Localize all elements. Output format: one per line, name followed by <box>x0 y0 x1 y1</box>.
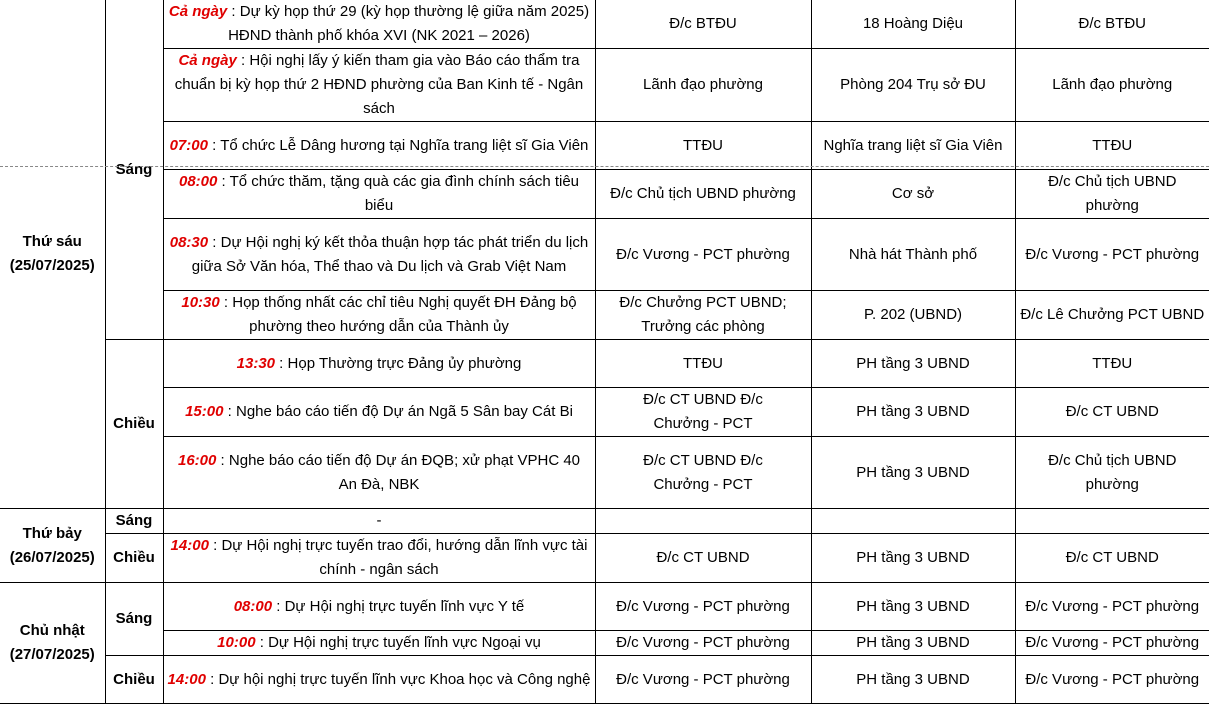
attendee-cell: Đ/c Chủ tịch UBND phường <box>1015 170 1209 219</box>
event-time: 14:00 <box>170 537 209 554</box>
session-cell: Sáng <box>105 583 163 656</box>
attendee-cell: Đ/c BTĐU <box>1015 0 1209 49</box>
event-content: 14:00 : Dự hội nghị trực tuyến lĩnh vực Khoa học và Công nghệ <box>163 656 595 704</box>
day-cell: Chủ nhật (27/07/2025) <box>0 583 105 704</box>
event-content: 13:30 : Họp Thường trực Đảng ủy phường <box>163 340 595 388</box>
location-cell: PH tầng 3 UBND <box>811 437 1015 509</box>
table-row <box>0 170 1209 219</box>
attendee-cell: Đ/c Vương - PCT phường <box>1015 631 1209 656</box>
attendee-cell: Đ/c Chủ tịch UBND phường <box>1015 437 1209 509</box>
chair-cell: Đ/c Vương - PCT phường <box>595 656 811 704</box>
location-cell: PH tầng 3 UBND <box>811 388 1015 437</box>
chair-cell: Đ/c Vương - PCT phường <box>595 583 811 631</box>
table-row <box>0 631 1209 656</box>
event-time: 07:00 <box>169 136 208 154</box>
event-time: 08:00 <box>178 173 218 190</box>
event-content: - <box>163 509 595 534</box>
table-row <box>0 219 1209 291</box>
event-time: 10:00 <box>217 634 256 651</box>
attendee-cell: Đ/c Vương - PCT phường <box>1015 219 1209 291</box>
session-cell: Sáng <box>105 0 163 340</box>
chair-cell: Đ/c CT UBND Đ/c Chưởng - PCT <box>595 388 811 437</box>
event-time: Cả ngày <box>178 52 237 69</box>
session-cell: Chiều <box>105 340 163 509</box>
table-row <box>0 388 1209 437</box>
table-row <box>0 534 1209 583</box>
location-cell: Nhà hát Thành phố <box>811 219 1015 291</box>
event-time: 08:00 <box>233 597 273 615</box>
day-cell: Thứ bảy (26/07/2025) <box>0 509 105 583</box>
location-cell: Phòng 204 Trụ sở ĐU <box>811 49 1015 122</box>
location-cell: P. 202 (UBND) <box>811 291 1015 340</box>
event-time: Cả ngày <box>168 3 228 20</box>
event-time: 08:30 <box>169 233 209 251</box>
attendee-cell: Đ/c Vương - PCT phường <box>1015 656 1209 704</box>
event-content: 10:30 : Họp thống nhất các chỉ tiêu Nghị quyết ĐH Đảng bộ phường theo hướng dẫn của Thành ủy <box>163 291 595 340</box>
chair-cell: Đ/c Vương - PCT phường <box>595 219 811 291</box>
table-row <box>0 656 1209 704</box>
table-row <box>0 291 1209 340</box>
day-cell: Thứ sáu (25/07/2025) <box>0 0 105 509</box>
chair-cell: Đ/c CT UBND Đ/c Chưởng - PCT <box>595 437 811 509</box>
chair-cell: TTĐU <box>595 122 811 170</box>
session-cell: Sáng <box>105 509 163 534</box>
chair-cell: Đ/c Chủ tịch UBND phường <box>595 170 811 219</box>
event-content: Cả ngày : Dự kỳ họp thứ 29 (kỳ họp thường lệ giữa năm 2025) HĐND thành phố khóa XVI (NK 2021 – 2026) <box>163 0 595 49</box>
chair-cell: Đ/c Chưởng PCT UBND; Trưởng các phòng <box>595 291 811 340</box>
table-row <box>0 340 1209 388</box>
table-row <box>0 509 1209 534</box>
attendee-cell: TTĐU <box>1015 122 1209 170</box>
table-row <box>0 0 1209 49</box>
location-cell: Nghĩa trang liệt sĩ Gia Viên <box>811 122 1015 170</box>
event-content: 08:00 : Dự Hội nghị trực tuyến lĩnh vực Y tế <box>163 583 595 631</box>
chair-cell: TTĐU <box>595 340 811 388</box>
location-cell: PH tầng 3 UBND <box>811 583 1015 631</box>
attendee-cell: Đ/c CT UBND <box>1015 388 1209 437</box>
location-cell: PH tầng 3 UBND <box>811 631 1015 656</box>
event-time: 14:00 <box>167 670 206 688</box>
location-cell <box>811 509 1015 534</box>
session-cell: Chiều <box>105 656 163 704</box>
chair-cell: Đ/c CT UBND <box>595 534 811 583</box>
attendee-cell: Lãnh đạo phường <box>1015 49 1209 122</box>
chair-cell: Lãnh đạo phường <box>595 49 811 122</box>
event-content: 16:00 : Nghe báo cáo tiến độ Dự án ĐQB; xử phạt VPHC 40 An Đà, NBK <box>163 437 595 509</box>
table-row <box>0 49 1209 122</box>
chair-cell: Đ/c BTĐU <box>595 0 811 49</box>
attendee-cell: Đ/c Vương - PCT phường <box>1015 583 1209 631</box>
event-time: 16:00 <box>178 451 217 469</box>
attendee-cell: TTĐU <box>1015 340 1209 388</box>
event-time: 10:30 <box>181 294 220 311</box>
location-cell: PH tầng 3 UBND <box>811 656 1015 704</box>
event-content: 08:30 : Dự Hội nghị ký kết thỏa thuận hợp tác phát triển du lịch giữa Sở Văn hóa, Thể thao và Du lịch và Grab Việt Nam <box>163 219 595 291</box>
event-time: 15:00 <box>185 403 224 420</box>
event-content: 15:00 : Nghe báo cáo tiến độ Dự án Ngã 5 Sân bay Cát Bi <box>163 388 595 437</box>
location-cell: Cơ sở <box>811 170 1015 219</box>
event-content: 08:00 : Tổ chức thăm, tặng quà các gia đình chính sách tiêu biểu <box>163 170 595 219</box>
location-cell: PH tầng 3 UBND <box>811 534 1015 583</box>
location-cell: 18 Hoàng Diệu <box>811 0 1015 49</box>
table-row <box>0 583 1209 631</box>
table-row <box>0 437 1209 509</box>
attendee-cell: Đ/c Lê Chưởng PCT UBND <box>1015 291 1209 340</box>
table-row <box>0 122 1209 170</box>
chair-cell: Đ/c Vương - PCT phường <box>595 631 811 656</box>
attendee-cell <box>1015 509 1209 534</box>
chair-cell <box>595 509 811 534</box>
event-content: 07:00 : Tổ chức Lễ Dâng hương tại Nghĩa trang liệt sĩ Gia Viên <box>163 122 595 170</box>
event-content: Cả ngày : Hội nghị lấy ý kiến tham gia vào Báo cáo thẩm tra chuẩn bị kỳ họp thứ 2 HĐND phường của Ban Kinh tế - Ngân sách <box>163 49 595 122</box>
session-cell: Chiều <box>105 534 163 583</box>
event-time: 13:30 <box>236 354 276 372</box>
attendee-cell: Đ/c CT UBND <box>1015 534 1209 583</box>
event-content: 10:00 : Dự Hội nghị trực tuyến lĩnh vực Ngoại vụ <box>163 631 595 656</box>
location-cell: PH tầng 3 UBND <box>811 340 1015 388</box>
event-content: 14:00 : Dự Hội nghị trực tuyến trao đổi, hướng dẫn lĩnh vực tài chính - ngân sách <box>163 534 595 583</box>
